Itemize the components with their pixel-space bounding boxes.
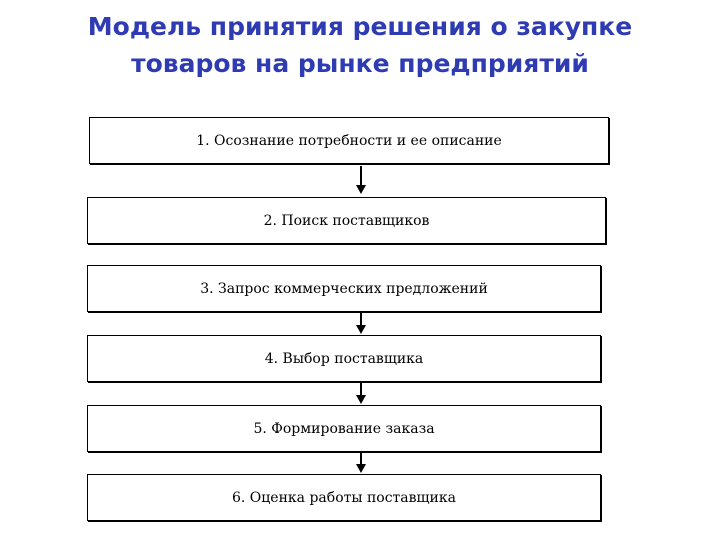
step-box-2: 2. Поиск поставщиков <box>87 197 606 244</box>
step-box-1: 1. Осознание потребности и ее описание <box>89 117 609 164</box>
down-arrow-icon <box>356 382 366 404</box>
slide-title-line-2: товаров на рынке предприятий <box>131 49 589 78</box>
down-arrow-icon <box>356 166 366 194</box>
step-box-4: 4. Выбор поставщика <box>87 335 601 382</box>
down-arrow-icon <box>356 312 366 334</box>
slide-title-line-1: Модель принятия решения о закупке <box>87 12 633 41</box>
step-box-5: 5. Формирование заказа <box>87 405 601 452</box>
step-box-6: 6. Оценка работы поставщика <box>87 474 601 521</box>
step-box-3: 3. Запрос коммерческих предложений <box>87 265 601 312</box>
down-arrow-icon <box>356 452 366 473</box>
slide-title <box>0 8 720 82</box>
